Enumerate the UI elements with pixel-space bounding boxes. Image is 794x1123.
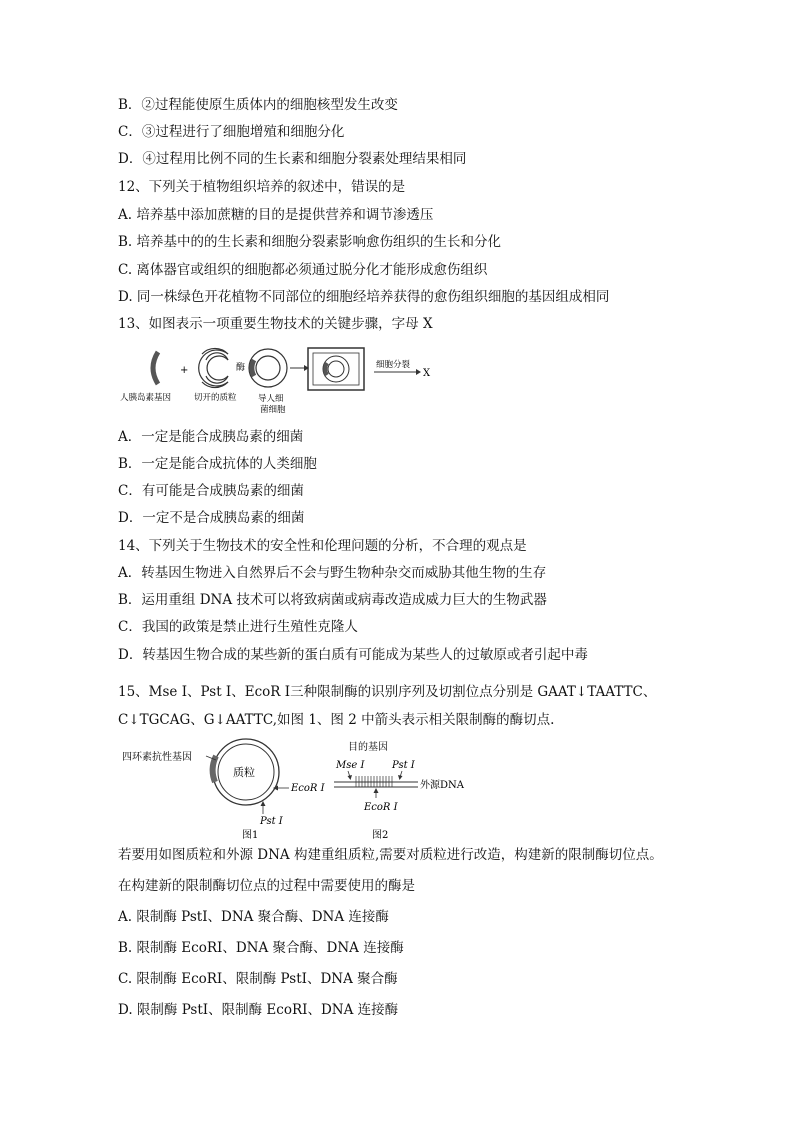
q12-option-c: C. 离体器官或组织的细胞都必须通过脱分化才能形成愈伤组织 [118, 262, 488, 278]
tet-gene-label: 四环素抗性基因 [122, 752, 192, 763]
cut-plasmid-shape [199, 348, 228, 387]
q13-figure [118, 340, 438, 416]
q15-stem-line2: C↓TGCAG、G↓AATTC,如图 1、图 2 中箭头表示相关限制酶的酶切点. [118, 712, 555, 728]
q14-option-b: B．运用重组 DNA 技术可以将致病菌或病毒改造成威力巨大的生物武器 [118, 592, 547, 608]
ecori-arrow-head-fig2 [374, 788, 379, 793]
psti-label-fig2: Pst Ⅰ [392, 760, 415, 771]
q15-question-line1: 若要用如图质粒和外源 DNA 构建重组质粒,需要对质粒进行改造，构建新的限制酶切位点。 [118, 847, 663, 863]
ecori-label: EcoR Ⅰ [291, 783, 325, 794]
q11-option-b: B．②过程能使原生质体内的细胞核型发生改变 [118, 97, 398, 113]
plus-sign: + [180, 365, 189, 376]
msei-label: Mse Ⅰ [336, 760, 365, 771]
q14-option-d: D．转基因生物合成的某些新的蛋白质有可能成为某些人的过敏原或者引起中毒 [118, 647, 588, 663]
q13-option-d: D．一定不是合成胰岛素的细菌 [118, 510, 305, 526]
q15-question-line2: 在构建新的限制酶切位点的过程中需要使用的酶是 [118, 878, 415, 894]
bacterium-cell-shape [308, 348, 364, 390]
q13-option-c: C．有可能是合成胰岛素的细菌 [118, 483, 304, 499]
psti-label: Pst Ⅰ [260, 816, 283, 827]
ecori-label-fig2: EcoR Ⅰ [364, 802, 398, 813]
q15-stem-line1: 15、Mse Ⅰ、Pst Ⅰ、EcoR Ⅰ三种限制酶的识别序列及切割位点分别是 GAAT↓TAATTC、 [118, 684, 657, 700]
gene-label: 人胰岛素基因 [120, 393, 172, 403]
plasmid-label: 切开的质粒 [194, 393, 237, 403]
into-bacteria-label-2: 菌细胞 [260, 405, 286, 415]
q15-option-b: B. 限制酶 EcoRⅠ、DNA 聚合酶、DNA 连接酶 [118, 940, 404, 956]
foreign-dna-label: 外源DNA [420, 780, 464, 791]
q15-option-c: C. 限制酶 EcoRⅠ、限制酶 PstⅠ、DNA 聚合酶 [118, 971, 398, 987]
q15-option-d: D. 限制酶 PstⅠ、限制酶 EcoRⅠ、DNA 连接酶 [118, 1002, 399, 1018]
psti-arrow-head-fig2 [398, 775, 403, 780]
q15-option-a: A. 限制酶 PstⅠ、DNA 聚合酶、DNA 连接酶 [118, 909, 389, 925]
q14-stem: 14、下列关于生物技术的安全性和伦理问题的分析，不合理的观点是 [118, 538, 527, 554]
q11-option-d: D．④过程用比例不同的生长素和细胞分裂素处理结果相同 [118, 151, 467, 167]
cell-division-label: 细胞分裂 [376, 360, 411, 370]
q13-option-a: A．一定是能合成胰岛素的细菌 [118, 429, 304, 445]
x-label: X [423, 368, 431, 379]
q12-option-a: A. 培养基中添加蔗糖的目的是提供营养和调节渗透压 [118, 207, 434, 223]
q15-figure-2 [330, 738, 470, 842]
q11-option-c: C．③过程进行了细胞增殖和细胞分化 [118, 124, 345, 140]
figure-1-caption: 图1 [242, 830, 259, 841]
q14-option-a: A．转基因生物进入自然界后不会与野生物种杂交而威胁其他生物的生存 [118, 565, 547, 581]
q12-option-b: B. 培养基中的的生长素和细胞分裂素影响愈伤组织的生长和分化 [118, 234, 502, 250]
plasmid-label: 质粒 [233, 766, 255, 779]
into-bacteria-label-1: 导人细 [258, 394, 284, 404]
enzyme-label: 酶 [236, 363, 246, 373]
q12-stem: 12、下列关于植物组织培养的叙述中，错误的是 [118, 179, 406, 195]
figure-2-caption: 图2 [372, 830, 389, 841]
msei-arrow-head [348, 775, 353, 780]
arrow-2-head [416, 369, 421, 375]
q13-stem: 13、如图表示一项重要生物技术的关键步骤，字母 X [118, 316, 433, 332]
q15-figure-1 [118, 734, 338, 842]
q14-option-c: C．我国的政策是禁止进行生殖性克隆人 [118, 619, 358, 635]
q13-option-b: B．一定是能合成抗体的人类细胞 [118, 456, 317, 472]
q12-option-d: D. 同一株绿色开花植物不同部位的细胞经培养获得的愈伤组织细胞的基因组成相同 [118, 289, 610, 305]
gene-fragment-shape [153, 352, 158, 384]
recombinant-plasmid-shape [249, 349, 287, 387]
target-gene-label: 目的基因 [348, 742, 388, 753]
